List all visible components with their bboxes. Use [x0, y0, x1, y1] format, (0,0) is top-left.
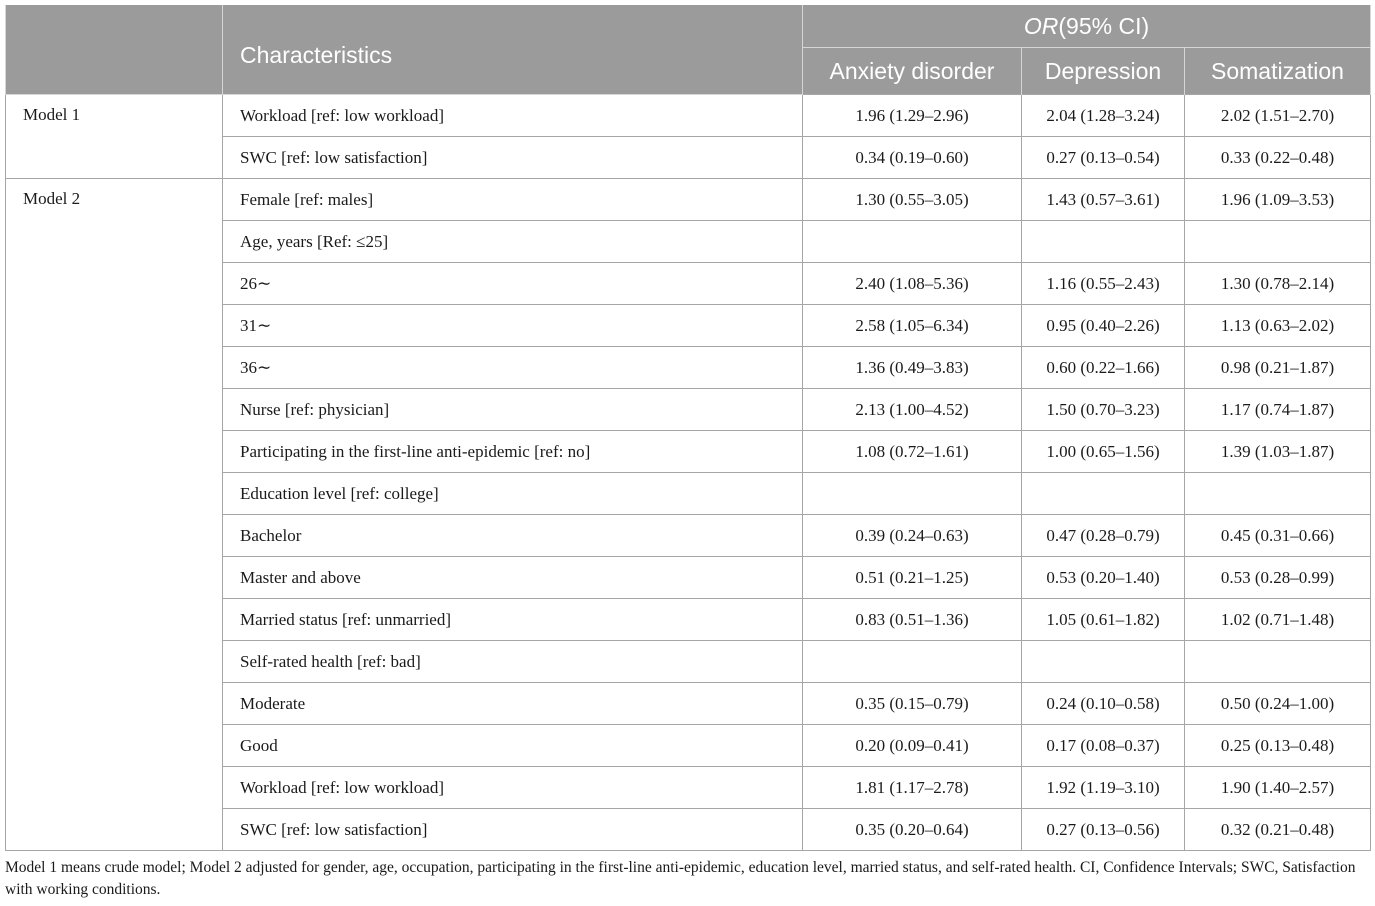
anxiety-value: 2.58 (1.05–6.34)	[803, 305, 1022, 347]
depression-value	[1022, 221, 1185, 263]
anxiety-value	[803, 473, 1022, 515]
header-model-cell	[6, 5, 223, 95]
anxiety-value: 1.08 (0.72–1.61)	[803, 431, 1022, 473]
header-somatization: Somatization	[1185, 48, 1371, 95]
anxiety-value: 1.96 (1.29–2.96)	[803, 95, 1022, 137]
somatization-value: 1.13 (0.63–2.02)	[1185, 305, 1371, 347]
somatization-value: 1.39 (1.03–1.87)	[1185, 431, 1371, 473]
anxiety-value: 1.30 (0.55–3.05)	[803, 179, 1022, 221]
anxiety-value: 1.36 (0.49–3.83)	[803, 347, 1022, 389]
header-characteristics: Characteristics	[223, 5, 803, 95]
characteristic-label: Female [ref: males]	[223, 179, 803, 221]
depression-value: 0.27 (0.13–0.54)	[1022, 137, 1185, 179]
depression-value: 0.47 (0.28–0.79)	[1022, 515, 1185, 557]
anxiety-value: 2.13 (1.00–4.52)	[803, 389, 1022, 431]
depression-value: 0.53 (0.20–1.40)	[1022, 557, 1185, 599]
odds-ratio-table	[5, 5, 1371, 851]
depression-value: 0.27 (0.13–0.56)	[1022, 809, 1185, 851]
characteristic-label: Age, years [Ref: ≤25]	[223, 221, 803, 263]
header-depression: Depression	[1022, 48, 1185, 95]
anxiety-value: 0.51 (0.21–1.25)	[803, 557, 1022, 599]
anxiety-value: 0.83 (0.51–1.36)	[803, 599, 1022, 641]
characteristic-label: Master and above	[223, 557, 803, 599]
characteristic-label: Workload [ref: low workload]	[223, 767, 803, 809]
depression-value: 1.92 (1.19–3.10)	[1022, 767, 1185, 809]
somatization-value	[1185, 641, 1371, 683]
somatization-value: 1.02 (0.71–1.48)	[1185, 599, 1371, 641]
table-header	[6, 5, 1371, 95]
somatization-value: 1.90 (1.40–2.57)	[1185, 767, 1371, 809]
depression-value: 1.05 (0.61–1.82)	[1022, 599, 1185, 641]
characteristic-label: Moderate	[223, 683, 803, 725]
anxiety-value: 2.40 (1.08–5.36)	[803, 263, 1022, 305]
table-footnote: Model 1 means crude model; Model 2 adjusted for gender, age, occupation, participating in the first-line anti-epidemic, education level, married status, and self-rated health. CI, Confidence Intervals; SWC, Satisfaction with working conditions.	[5, 859, 1356, 898]
characteristic-label: Good	[223, 725, 803, 767]
somatization-value: 2.02 (1.51–2.70)	[1185, 95, 1371, 137]
characteristic-label: Workload [ref: low workload]	[223, 95, 803, 137]
somatization-value	[1185, 221, 1371, 263]
characteristic-label: SWC [ref: low satisfaction]	[223, 809, 803, 851]
characteristic-label: SWC [ref: low satisfaction]	[223, 137, 803, 179]
characteristic-label: Married status [ref: unmarried]	[223, 599, 803, 641]
anxiety-value	[803, 221, 1022, 263]
depression-value: 0.17 (0.08–0.37)	[1022, 725, 1185, 767]
anxiety-value: 0.35 (0.20–0.64)	[803, 809, 1022, 851]
characteristic-label: Participating in the first-line anti-epidemic [ref: no]	[223, 431, 803, 473]
depression-value: 0.24 (0.10–0.58)	[1022, 683, 1185, 725]
table-body	[6, 95, 1371, 851]
anxiety-value: 0.35 (0.15–0.79)	[803, 683, 1022, 725]
anxiety-value: 0.20 (0.09–0.41)	[803, 725, 1022, 767]
characteristic-label: Nurse [ref: physician]	[223, 389, 803, 431]
depression-value: 2.04 (1.28–3.24)	[1022, 95, 1185, 137]
somatization-value: 0.53 (0.28–0.99)	[1185, 557, 1371, 599]
depression-value: 1.16 (0.55–2.43)	[1022, 263, 1185, 305]
depression-value: 1.50 (0.70–3.23)	[1022, 389, 1185, 431]
depression-value	[1022, 473, 1185, 515]
somatization-value: 0.45 (0.31–0.66)	[1185, 515, 1371, 557]
header-or-rest: (95% CI)	[1058, 12, 1150, 39]
characteristic-label: Self-rated health [ref: bad]	[223, 641, 803, 683]
header-or-95ci	[803, 5, 1371, 48]
depression-value: 1.43 (0.57–3.61)	[1022, 179, 1185, 221]
depression-value: 0.95 (0.40–2.26)	[1022, 305, 1185, 347]
somatization-value: 0.33 (0.22–0.48)	[1185, 137, 1371, 179]
header-anxiety-disorder: Anxiety disorder	[803, 48, 1022, 95]
somatization-value: 0.98 (0.21–1.87)	[1185, 347, 1371, 389]
anxiety-value: 0.39 (0.24–0.63)	[803, 515, 1022, 557]
depression-value: 1.00 (0.65–1.56)	[1022, 431, 1185, 473]
depression-value	[1022, 641, 1185, 683]
somatization-value: 1.17 (0.74–1.87)	[1185, 389, 1371, 431]
somatization-value: 0.50 (0.24–1.00)	[1185, 683, 1371, 725]
somatization-value	[1185, 473, 1371, 515]
table-row	[6, 179, 1371, 221]
somatization-value: 1.96 (1.09–3.53)	[1185, 179, 1371, 221]
somatization-value: 0.25 (0.13–0.48)	[1185, 725, 1371, 767]
characteristic-label: 26∼	[223, 263, 803, 305]
characteristic-label: 36∼	[223, 347, 803, 389]
header-or-italic: OR	[1023, 12, 1059, 39]
characteristic-label: Bachelor	[223, 515, 803, 557]
characteristic-label: Education level [ref: college]	[223, 473, 803, 515]
anxiety-value	[803, 641, 1022, 683]
model-label: Model 2	[6, 179, 223, 851]
model-label: Model 1	[6, 95, 223, 179]
somatization-value: 0.32 (0.21–0.48)	[1185, 809, 1371, 851]
anxiety-value: 0.34 (0.19–0.60)	[803, 137, 1022, 179]
characteristic-label: 31∼	[223, 305, 803, 347]
table-row	[6, 95, 1371, 137]
anxiety-value: 1.81 (1.17–2.78)	[803, 767, 1022, 809]
somatization-value: 1.30 (0.78–2.14)	[1185, 263, 1371, 305]
depression-value: 0.60 (0.22–1.66)	[1022, 347, 1185, 389]
